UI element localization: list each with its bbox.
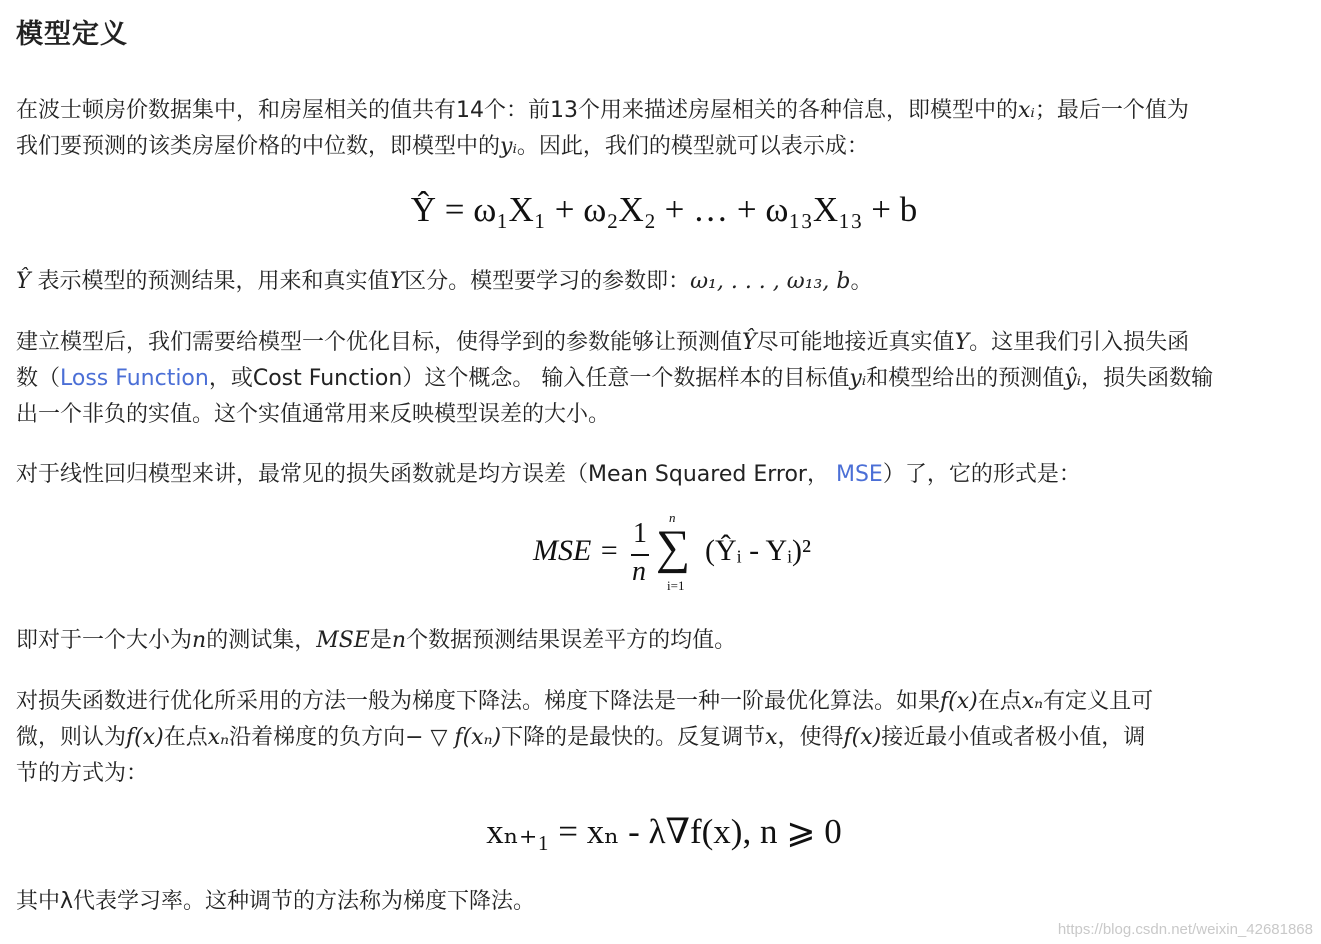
math-y-hat: Ŷ [742, 330, 757, 355]
text: 。这里我们引入损失函 [969, 330, 1190, 355]
paragraph-mse [16, 457, 1312, 493]
intro-line-2 [16, 129, 1312, 165]
text: ，或Cost Function）这个概念。 输入任意一个数据样本的目标值 [208, 366, 850, 391]
loss-function-link[interactable]: Loss Function [60, 366, 209, 391]
watermark: https://blog.csdn.net/weixin_42681868 [1057, 921, 1313, 938]
loss-line-2 [16, 361, 1312, 397]
paragraph-gradient [16, 684, 1312, 792]
math-mse: MSE [316, 628, 370, 653]
math-y-hat-i: ŷᵢ [1064, 366, 1082, 391]
text: 个数据预测结果误差平方的均值。 [406, 628, 737, 653]
formula-linear-model: Ŷ = ω₁X₁ + ω₂X₂ + … + ω₁₃X₁₃ + b [410, 190, 918, 229]
text: 即对于一个大小为 [16, 628, 193, 653]
text: 是 [369, 628, 392, 653]
math-f-x: f(x) [843, 725, 882, 750]
math-f-x: f(x) [126, 725, 164, 750]
mse-lhs: MSE = [533, 534, 620, 567]
text: 沿着梯度的负方向 [229, 725, 406, 750]
mse-rhs: (Ŷᵢ - Yᵢ)² [705, 534, 811, 567]
paragraph-learning-rate: 其中λ代表学习率。这种调节的方法称为梯度下降法。 [16, 889, 536, 914]
math-x: x [765, 725, 778, 750]
math-neg-gradient: − ▽ f(xₙ) [405, 725, 502, 750]
math-params: ω₁, . . . , ω₁₃, b [690, 269, 851, 294]
text: 对损失函数进行优化所采用的方法一般为梯度下降法。梯度下降法是一种一阶最优化算法。如果 [16, 689, 941, 714]
formula-mse [16, 510, 1312, 596]
text: 在点 [977, 689, 1022, 714]
fraction-numerator: 1 [633, 518, 647, 549]
text: 在波士顿房价数据集中，和房屋相关的值共有14个：前13个用来描述房屋相关的各种信息，即模型中的 [16, 98, 1018, 123]
loss-line-3: 出一个非负的实值。这个实值通常用来反映模型误差的大小。 [16, 402, 611, 427]
math-y-i: yᵢ [500, 134, 517, 159]
text: 微，则认为 [16, 725, 127, 750]
text: 接近最小值或者极小值，调 [881, 725, 1146, 750]
fraction-denominator: n [632, 556, 646, 587]
mse-expression [513, 510, 833, 596]
text: ）了，它的形式是： [882, 462, 1081, 487]
summation-icon: ∑ [656, 521, 691, 574]
text: ，损失函数输 [1081, 366, 1214, 391]
math-n: n [391, 628, 407, 653]
math-x-n: xₙ [207, 725, 230, 750]
section-heading: 模型定义 [16, 19, 128, 50]
text: 数（ [16, 366, 61, 391]
sum-upper-limit: n [669, 510, 676, 525]
text: 表示模型的预测结果，用来和真实值 [37, 269, 390, 294]
text: 区分。模型要学习的参数即： [404, 269, 691, 294]
paragraph-yhat [16, 264, 1312, 300]
math-f-x: f(x) [940, 689, 978, 714]
gradient-line-3: 节的方式为： [16, 761, 149, 786]
text: 对于线性回归模型来讲，最常见的损失函数就是均方误差（Mean Squared Error， [16, 462, 829, 487]
math-n: n [192, 628, 207, 653]
paragraph-intro [16, 93, 1312, 165]
math-y-i: yᵢ [849, 366, 867, 391]
text: 。 [850, 269, 873, 294]
paragraph-loss [16, 325, 1312, 433]
loss-line-1 [16, 325, 1312, 361]
math-y: Y [954, 330, 970, 355]
text: 。因此，我们的模型就可以表示成： [516, 134, 869, 159]
math-x-i: xᵢ [1018, 98, 1035, 123]
text: 我们要预测的该类房屋价格的中位数，即模型中的 [16, 134, 501, 159]
text: 有定义且可 [1043, 689, 1154, 714]
formula-gradient-descent: xₙ₊₁ = xₙ - λ∇f(x), n ⩾ 0 [486, 812, 842, 851]
text: 的测试集， [206, 628, 317, 653]
text: ，使得 [777, 725, 844, 750]
gradient-line-2 [16, 720, 1312, 756]
mse-link[interactable]: MSE [835, 462, 883, 487]
text: 和模型给出的预测值 [866, 366, 1065, 391]
intro-line-1 [16, 93, 1312, 129]
math-y: Y [389, 269, 405, 294]
text: 建立模型后，我们需要给模型一个优化目标，使得学到的参数能够让预测值 [16, 330, 743, 355]
paragraph-mse-meaning [16, 623, 1312, 659]
text: 下降的是最快的。反复调节 [501, 725, 766, 750]
text: 在点 [163, 725, 208, 750]
gradient-line-1 [16, 684, 1312, 720]
text: ；最后一个值为 [1034, 98, 1189, 123]
text: 尽可能地接近真实值 [756, 330, 955, 355]
math-y-hat: Ŷ [16, 269, 31, 294]
sum-lower-limit: i=1 [667, 578, 685, 593]
math-x-n: xₙ [1021, 689, 1044, 714]
